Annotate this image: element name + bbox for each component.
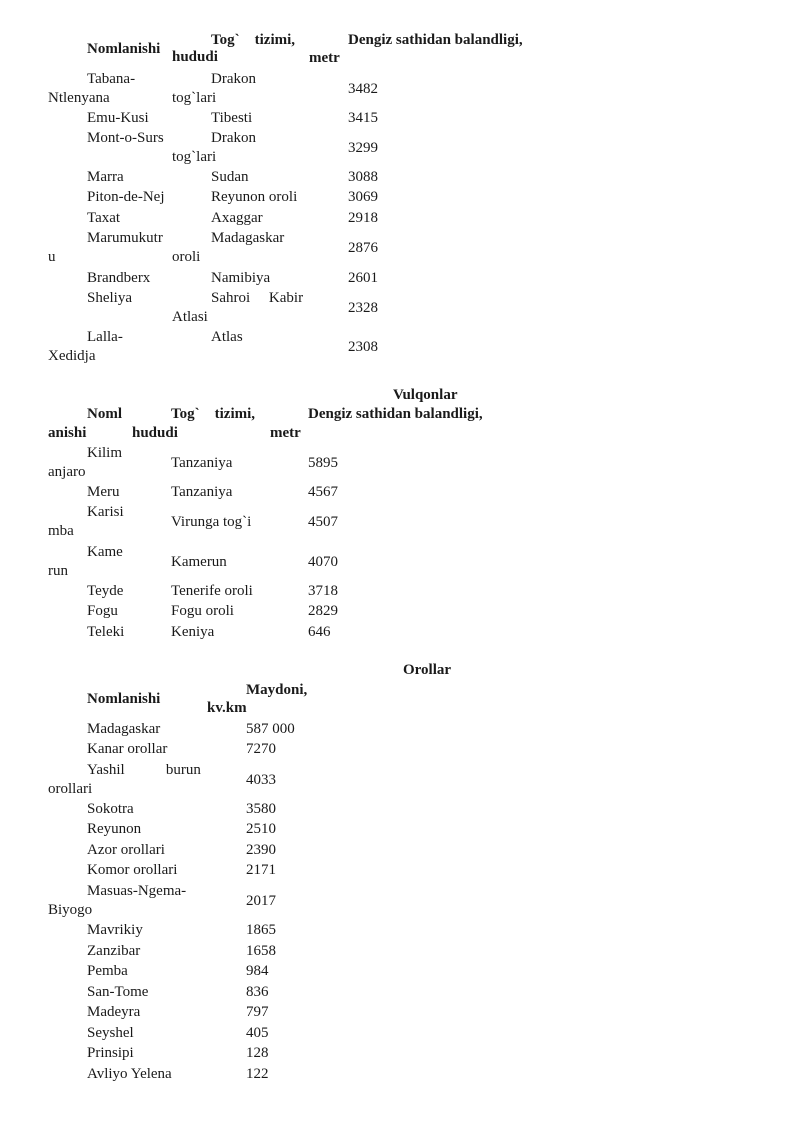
volcano-name: Fogu — [87, 603, 118, 619]
mountain-height: 2308 — [348, 339, 378, 355]
volcanoes-header-region-line2: hududi — [132, 425, 178, 441]
mountain-name-cont: u — [48, 249, 56, 265]
island-area: 1865 — [246, 922, 276, 938]
volcanoes-header-region-line1: Tog` tizimi, — [171, 406, 256, 422]
island-name: Madagaskar — [87, 721, 161, 737]
volcano-height: 4507 — [308, 514, 338, 530]
volcano-name-cont: run — [48, 563, 68, 579]
mountain-name: Emu-Kusi — [87, 110, 149, 126]
mountains-header-region-line1: Tog` tizimi, — [211, 32, 296, 48]
mountain-region-cont: tog`lari — [172, 149, 217, 165]
mountain-name: Taxat — [87, 210, 121, 226]
island-area: 2390 — [246, 842, 276, 858]
island-area: 1658 — [246, 943, 276, 959]
volcano-name: Teyde — [87, 583, 124, 599]
volcano-region: Fogu oroli — [171, 603, 234, 619]
volcano-name: Meru — [87, 484, 120, 500]
islands-header-name: Nomlanishi — [87, 691, 161, 707]
volcano-region: Keniya — [171, 624, 215, 640]
mountain-height: 2601 — [348, 270, 378, 286]
mountain-height: 3069 — [348, 189, 378, 205]
volcano-region: Tenerife oroli — [171, 583, 253, 599]
volcano-region: Tanzaniya — [171, 484, 233, 500]
island-name: Sokotra — [87, 801, 134, 817]
island-area: 2510 — [246, 821, 276, 837]
mountain-height: 3088 — [348, 169, 378, 185]
mountain-name: Marra — [87, 169, 124, 185]
island-name: Mavrikiy — [87, 922, 143, 938]
volcano-region: Tanzaniya — [171, 455, 233, 471]
mountain-region: Axaggar — [211, 210, 263, 226]
mountains-header-height-line1: Dengiz sathidan balandligi, — [348, 32, 523, 48]
island-area: 984 — [246, 963, 269, 979]
island-area: 128 — [246, 1045, 269, 1061]
volcano-height: 4070 — [308, 554, 338, 570]
islands-header-area-line2: kv.km — [207, 700, 247, 716]
island-name: Masuas-Ngema- — [87, 883, 187, 899]
islands-header-area-line1: Maydoni, — [246, 682, 308, 698]
island-area: 836 — [246, 984, 269, 1000]
island-area: 797 — [246, 1004, 269, 1020]
volcano-name: Teleki — [87, 624, 125, 640]
volcanoes-header-name-line1: Noml — [87, 406, 122, 422]
volcanoes-header-name-line2: anishi — [48, 425, 87, 441]
island-area: 3580 — [246, 801, 276, 817]
volcano-name-cont: anjaro — [48, 464, 86, 480]
island-name: Madeyra — [87, 1004, 141, 1020]
mountain-name-cont: Ntlenyana — [48, 90, 110, 106]
island-name: San-Tome — [87, 984, 149, 1000]
mountain-name: Marumukutr — [87, 230, 163, 246]
island-name: Kanar orollar — [87, 741, 168, 757]
volcano-name: Karisi — [87, 504, 124, 520]
mountain-height: 3482 — [348, 81, 378, 97]
mountain-region: Namibiya — [211, 270, 271, 286]
mountain-height: 2918 — [348, 210, 378, 226]
volcano-height: 5895 — [308, 455, 338, 471]
mountain-region-cont: oroli — [172, 249, 201, 265]
volcano-region: Virunga tog`i — [171, 514, 252, 530]
mountains-header-name: Nomlanishi — [87, 41, 161, 57]
island-area: 4033 — [246, 772, 276, 788]
volcanoes-header-height-line2: metr — [270, 425, 301, 441]
mountain-region: Reyunon oroli — [211, 189, 298, 205]
mountain-height: 3299 — [348, 140, 378, 156]
mountain-region: Drakon — [211, 130, 256, 146]
island-name: Prinsipi — [87, 1045, 134, 1061]
mountain-name: Piton-de-Nej — [87, 189, 165, 205]
volcano-name: Kame — [87, 544, 123, 560]
mountain-height: 2876 — [348, 240, 378, 256]
island-area: 405 — [246, 1025, 269, 1041]
volcanoes-title: Vulqonlar — [393, 387, 458, 403]
volcano-height: 4567 — [308, 484, 338, 500]
island-area: 2171 — [246, 862, 276, 878]
island-area: 2017 — [246, 893, 276, 909]
mountain-region: Atlas — [211, 329, 243, 345]
island-name: Yashil burun — [87, 762, 201, 778]
mountain-name: Tabana- — [87, 71, 136, 87]
island-area: 7270 — [246, 741, 276, 757]
island-name: Pemba — [87, 963, 128, 979]
island-name: Avliyo Yelena — [87, 1066, 172, 1082]
island-name: Zanzibar — [87, 943, 141, 959]
island-name: Komor orollari — [87, 862, 178, 878]
mountain-region: Sudan — [211, 169, 249, 185]
volcano-name: Kilim — [87, 445, 123, 461]
mountain-name: Mont-o-Surs — [87, 130, 164, 146]
island-name: Seyshel — [87, 1025, 134, 1041]
island-name: Azor orollari — [87, 842, 165, 858]
volcano-region: Kamerun — [171, 554, 227, 570]
mountain-region: Drakon — [211, 71, 256, 87]
mountain-height: 3415 — [348, 110, 378, 126]
mountain-region-cont: tog`lari — [172, 90, 217, 106]
island-name: Reyunon — [87, 821, 142, 837]
mountain-name: Sheliya — [87, 290, 132, 306]
islands-title: Orollar — [403, 662, 452, 678]
volcano-name-cont: mba — [48, 523, 74, 539]
island-name-cont: Biyogo — [48, 902, 93, 918]
volcanoes-header-height-line1: Dengiz sathidan balandligi, — [308, 406, 483, 422]
island-name-cont: orollari — [48, 781, 93, 797]
mountain-name-cont: Xedidja — [48, 348, 96, 364]
mountain-region: Sahroi Kabir — [211, 290, 304, 306]
mountain-region-cont: Atlasi — [172, 309, 208, 325]
island-area: 122 — [246, 1066, 269, 1082]
mountain-region: Madagaskar — [211, 230, 285, 246]
mountains-header-region-line2: hududi — [172, 49, 218, 65]
mountains-header-height-line2: metr — [309, 50, 340, 66]
mountain-name: Lalla- — [87, 329, 123, 345]
volcano-height: 3718 — [308, 583, 338, 599]
mountain-region: Tibesti — [211, 110, 253, 126]
volcano-height: 646 — [308, 624, 331, 640]
mountain-height: 2328 — [348, 300, 378, 316]
volcano-height: 2829 — [308, 603, 338, 619]
mountain-name: Brandberx — [87, 270, 151, 286]
island-area: 587 000 — [246, 721, 295, 737]
